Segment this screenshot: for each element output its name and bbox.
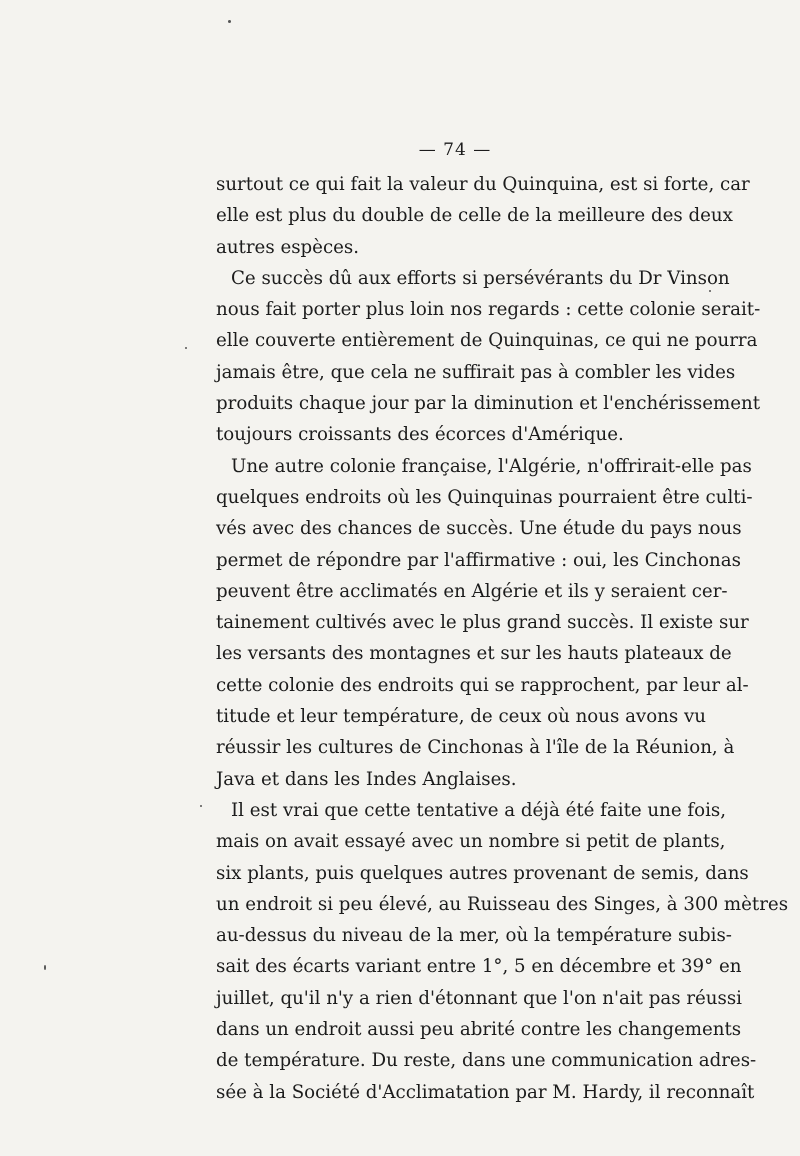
text-line: toujours croissants des écorces d'Amérique. xyxy=(216,424,624,446)
text-line: surtout ce qui fait la valeur du Quinquina, est si forte, car xyxy=(216,174,750,195)
text-line: nous fait porter plus loin nos regards : cette colonie serait- xyxy=(216,299,761,321)
text-line: sait des écarts variant entre 1°, 5 en décembre et 39° en xyxy=(216,956,742,978)
text-line: cette colonie des endroits qui se rapprochent, par leur al- xyxy=(216,674,749,696)
text-line: les versants des montagnes et sur les hauts plateaux de xyxy=(216,643,732,665)
text-line: juillet, qu'il n'y a rien d'étonnant que l'on n'ait pas réussi xyxy=(216,987,742,1009)
text-line: au-dessus du niveau de la mer, où la température subis- xyxy=(216,925,732,947)
text-line: jamais être, que cela ne suffirait pas à combler les vides xyxy=(216,361,736,383)
text-line: permet de répondre par l'affirmative : oui, les Cinchonas xyxy=(216,549,741,571)
text-line: dans un endroit aussi peu abrité contre les changements xyxy=(216,1019,742,1041)
text-line: peuvent être acclimatés en Algérie et ils y seraient cer- xyxy=(216,580,728,602)
text-line: titude et leur température, de ceux où nous avons vu xyxy=(216,706,706,728)
text-line: vés avec des chances de succès. Une étude du pays nous xyxy=(216,518,742,540)
text-line: de température. Du reste, dans une communication adres- xyxy=(216,1050,757,1072)
scan-speck xyxy=(44,965,46,970)
scan-speck xyxy=(200,805,202,807)
text-line: sée à la Société d'Acclimatation par M. Hardy, il reconnaît xyxy=(216,1081,755,1103)
text-line: Il est vrai que cette tentative a déjà été faite une fois, xyxy=(231,799,727,821)
text-line: Java et dans les Indes Anglaises. xyxy=(216,768,517,790)
text-line: six plants, puis quelques autres provenant de semis, dans xyxy=(216,862,749,884)
text-line: elle est plus du double de celle de la meilleure des deux xyxy=(216,205,733,227)
text-line: réussir les cultures de Cinchonas à l'île de la Réunion, à xyxy=(216,737,735,759)
text-line: produits chaque jour par la diminution et l'enchérissement xyxy=(216,393,761,415)
scan-speck xyxy=(228,20,231,23)
text-line: autres espèces. xyxy=(216,236,360,258)
text-line: Ce succès dû aux efforts si persévérants du Dr Vinson xyxy=(231,267,730,289)
scan-speck xyxy=(709,290,711,292)
text-line: mais on avait essayé avec un nombre si petit de plants, xyxy=(216,831,726,853)
text-line: un endroit si peu élevé, au Ruisseau des Singes, à 300 mètres xyxy=(216,893,789,915)
body-text xyxy=(216,169,789,1108)
text-line: elle couverte entièrement de Quinquinas, ce qui ne pourra xyxy=(216,330,758,352)
text-line: Une autre colonie française, l'Algérie, n'offrirait-elle pas xyxy=(231,455,752,477)
scan-speck xyxy=(185,347,187,349)
text-line: quelques endroits où les Quinquinas pourraient être culti- xyxy=(216,486,753,508)
text-line: tainement cultivés avec le plus grand succès. Il existe sur xyxy=(216,612,749,634)
page-number: — 74 — xyxy=(418,140,492,160)
